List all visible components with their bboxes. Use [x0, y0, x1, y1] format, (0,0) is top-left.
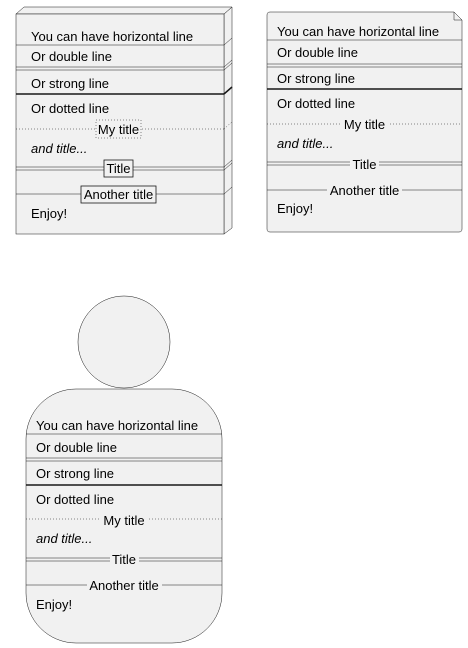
node-top-face	[16, 7, 232, 14]
actor-line-enjoy: Enjoy!	[36, 597, 73, 612]
node-shape[interactable]	[16, 7, 232, 234]
node-dotted-title: My title	[97, 122, 140, 137]
file-line-double: Or double line	[277, 45, 358, 60]
file-another-title: Another title	[329, 183, 400, 198]
actor-shape[interactable]	[26, 296, 222, 643]
node-line-enjoy: Enjoy!	[31, 206, 68, 221]
file-shape[interactable]	[267, 12, 462, 232]
node-line-dotted: Or dotted line	[31, 101, 110, 116]
actor-line-strong: Or strong line	[36, 466, 115, 481]
file-dotted-title: My title	[343, 117, 386, 132]
file-line-dotted: Or dotted line	[277, 96, 356, 111]
file-line-strong: Or strong line	[277, 71, 356, 86]
file-line-horizontal: You can have horizontal line	[277, 24, 440, 39]
node-line-horizontal: You can have horizontal line	[31, 29, 194, 44]
node-line-strong: Or strong line	[31, 76, 110, 91]
node-title: Title	[106, 161, 131, 176]
node-side-face	[224, 7, 232, 234]
actor-line-double: Or double line	[36, 440, 117, 455]
file-line-and-title: and title...	[277, 136, 334, 151]
file-line-enjoy: Enjoy!	[277, 201, 314, 216]
node-another-title: Another title	[83, 187, 154, 202]
actor-line-dotted: Or dotted line	[36, 492, 115, 507]
file-title: Title	[352, 157, 377, 172]
node-line-and-title: and title...	[31, 141, 88, 156]
actor-title: Title	[111, 552, 137, 567]
actor-line-horizontal: You can have horizontal line	[36, 418, 199, 433]
actor-head	[78, 296, 170, 388]
node-line-double: Or double line	[31, 49, 112, 64]
actor-dotted-title: My title	[103, 513, 145, 528]
actor-another-title: Another title	[89, 578, 159, 593]
actor-line-and-title: and title...	[36, 531, 93, 546]
